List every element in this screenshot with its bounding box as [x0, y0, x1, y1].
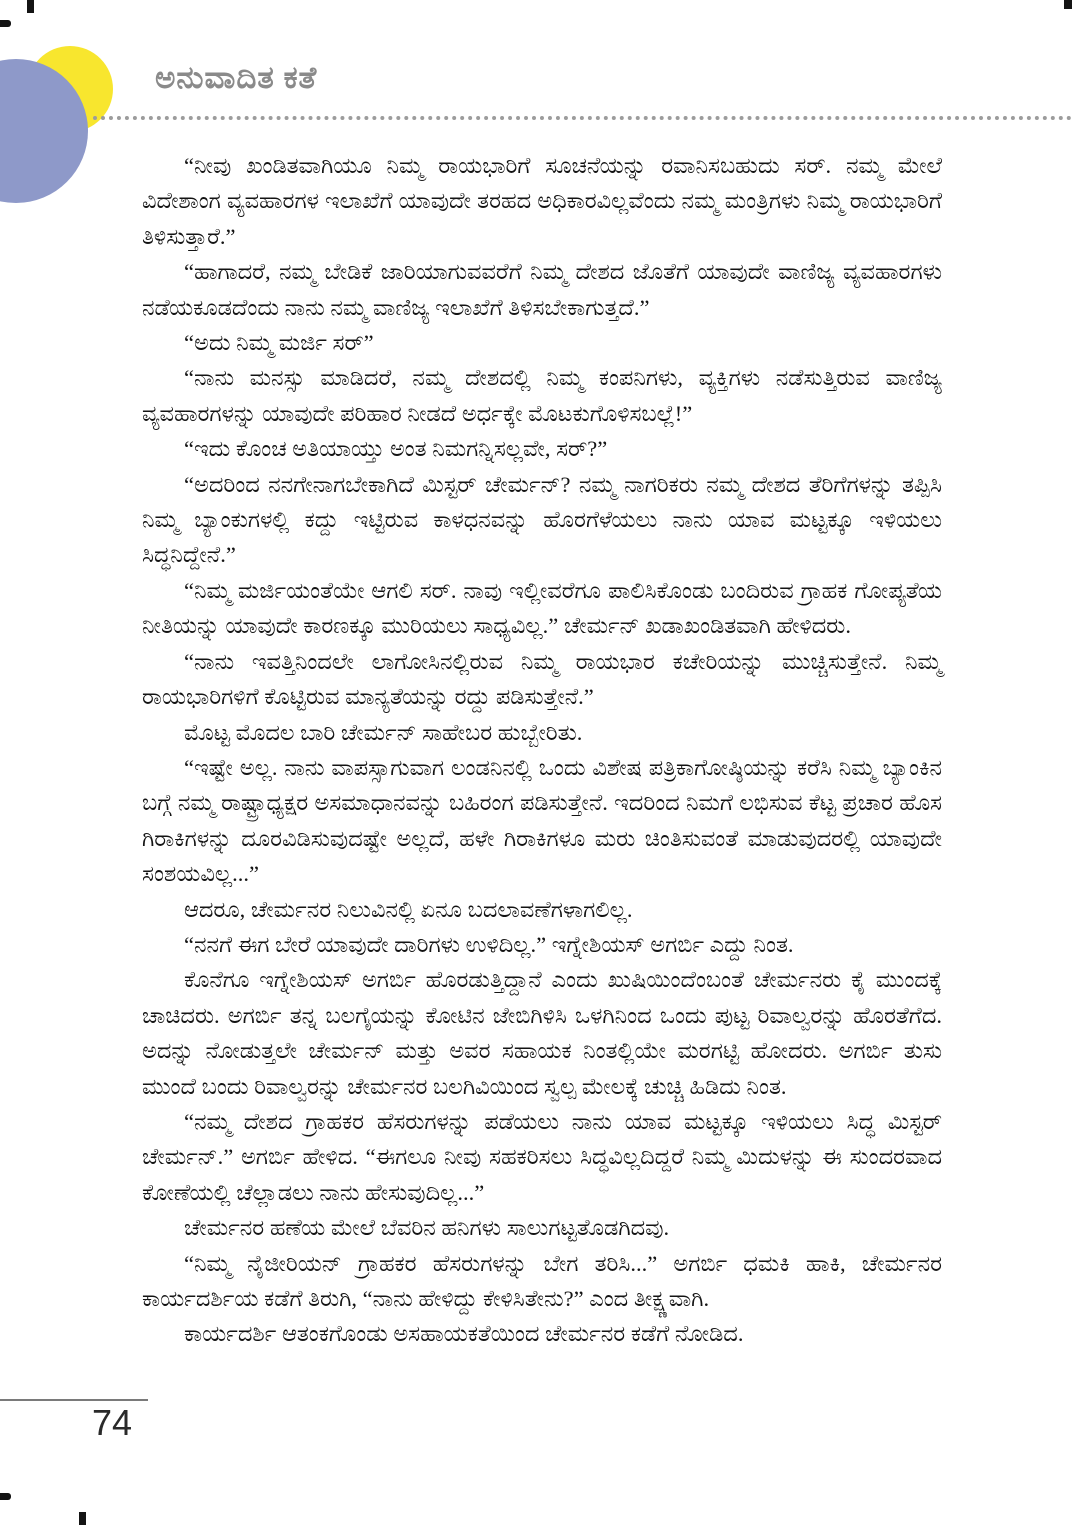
- crop-mark-top-left-dash: [0, 20, 11, 27]
- story-paragraph: “ಇಷ್ಟೇ ಅಲ್ಲ. ನಾನು ವಾಪಸ್ಸಾಗುವಾಗ ಲಂಡನಿನಲ್ಲಿ ಒಂದು ವಿಶೇಷ ಪತ್ರಿಕಾಗೋಷ್ಠಿಯನ್ನು ಕರೆಸಿ ನಿಮ್ಮ ಬ್ಯಾಂಕಿನ ಬಗ್ಗೆ ನಮ್ಮ ರಾಷ್ಟ್ರಾಧ್ಯಕ್ಷರ ಅಸಮಾಧಾನವನ್ನು ಬಹಿರಂಗ ಪಡಿಸುತ್ತೇನೆ. ಇದರಿಂದ ನಿಮಗೆ ಲಭಿಸುವ ಕೆಟ್ಟ ಪ್ರಚಾರ ಹೊಸ ಗಿರಾಕಿಗಳನ್ನು ದೂರವಿಡಿಸುವುದಷ್ಟೇ ಅಲ್ಲದೆ, ಹಳೇ ಗಿರಾಕಿಗಳೂ ಮರು ಚಿಂತಿಸುವಂತೆ ಮಾಡುವುದರಲ್ಲಿ ಯಾವುದೇ ಸಂಶಯವಿಲ್ಲ...”: [142, 754, 942, 887]
- story-paragraph: “ನಿಮ್ಮ ಮರ್ಜಿಯಂತೆಯೇ ಆಗಲಿ ಸರ್. ನಾವು ಇಲ್ಲೀವರೆಗೂ ಪಾಲಿಸಿಕೊಂಡು ಬಂದಿರುವ ಗ್ರಾಹಕ ಗೋಪ್ಯತೆಯ ನೀತಿಯನ್ನು ಯಾವುದೇ ಕಾರಣಕ್ಕೂ ಮುರಿಯಲು ಸಾಧ್ಯವಿಲ್ಲ.” ಚೇರ್ಮನ್ ಖಡಾಖಂಡಿತವಾಗಿ ಹೇಳಿದರು.: [142, 577, 942, 639]
- crop-mark-bottom-left-dash: [0, 1493, 11, 1500]
- page-number-rule: [0, 1399, 148, 1401]
- story-paragraph: ಚೇರ್ಮನರ ಹಣೆಯ ಮೇಲೆ ಬೆವರಿನ ಹನಿಗಳು ಸಾಲುಗಟ್ಟತೊಡಗಿದವು.: [184, 1215, 670, 1241]
- story-paragraph: “ಇದು ಕೊಂಚ ಅತಿಯಾಯ್ತು ಅಂತ ನಿಮಗನ್ನಿಸಲ್ಲವೇ, ಸರ್?”: [184, 436, 608, 462]
- section-title: ಅನುವಾದಿತ ಕತೆ: [155, 60, 318, 95]
- story-paragraph: “ನಮ್ಮ ದೇಶದ ಗ್ರಾಹಕರ ಹೆಸರುಗಳನ್ನು ಪಡೆಯಲು ನಾನು ಯಾವ ಮಟ್ಟಕ್ಕೂ ಇಳಿಯಲು ಸಿದ್ಧ ಮಿಸ್ಟರ್ ಚೇರ್ಮನ್.” ಅಗರ್ಬಿ ಹೇಳಿದ. “ಈಗಲೂ ನೀವು ಸಹಕರಿಸಲು ಸಿದ್ಧವಿಲ್ಲದಿದ್ದರೆ ನಿಮ್ಮ ಮಿದುಳನ್ನು ಈ ಸುಂದರವಾದ ಕೋಣೆಯಲ್ಲಿ ಚೆಲ್ಲಾಡಲು ನಾನು ಹೇಸುವುದಿಲ್ಲ...”: [142, 1108, 942, 1205]
- crop-mark-bottom-left-tick: [79, 1512, 86, 1525]
- story-paragraph: “ಹಾಗಾದರೆ, ನಮ್ಮ ಬೇಡಿಕೆ ಜಾರಿಯಾಗುವವರೆಗೆ ನಿಮ್ಮ ದೇಶದ ಜೊತೆಗೆ ಯಾವುದೇ ವಾಣಿಜ್ಯ ವ್ಯವಹಾರಗಳು ನಡೆಯಕೂಡದೆಂದು ನಾನು ನಮ್ಮ ವಾಣಿಜ್ಯ ಇಲಾಖೆಗೆ ತಿಳಿಸಬೇಕಾಗುತ್ತದೆ.”: [142, 259, 942, 320]
- story-paragraph: “ನನಗೆ ಈಗ ಬೇರೆ ಯಾವುದೇ ದಾರಿಗಳು ಉಳಿದಿಲ್ಲ.” ಇಗ್ನೇಶಿಯಸ್ ಅಗರ್ಬಿ ಎದ್ದು ನಿಂತ.: [184, 931, 794, 957]
- crop-mark-top-right-tick: [1064, 0, 1072, 9]
- page-number: 74: [92, 1402, 133, 1443]
- story-paragraph: ಕೊನೆಗೂ ಇಗ್ನೇಶಿಯಸ್ ಅಗರ್ಬಿ ಹೊರಡುತ್ತಿದ್ದಾನೆ ಎಂದು ಖುಷಿಯಿಂದೆಂಬಂತೆ ಚೇರ್ಮನರು ಕೈ ಮುಂದಕ್ಕೆ ಚಾಚಿದರು. ಅಗರ್ಬಿ ತನ್ನ ಬಲಗೈಯನ್ನು ಕೋಟಿನ ಜೇಬಿಗಿಳಿಸಿ ಒಳಗಿನಿಂದ ಒಂದು ಪುಟ್ಟ ರಿವಾಲ್ವರನ್ನು ಹೊರತೆಗೆದ. ಅದನ್ನು ನೋಡುತ್ತಲೇ ಚೇರ್ಮನ್ ಮತ್ತು ಅವರ ಸಹಾಯಕ ನಿಂತಲ್ಲಿಯೇ ಮರಗಟ್ಟಿ ಹೋದರು. ಅಗರ್ಬಿ ತುಸು ಮುಂದೆ ಬಂದು ರಿವಾಲ್ವರನ್ನು ಚೇರ್ಮನರ ಬಲಗಿವಿಯಿಂದ ಸ್ವಲ್ಪ ಮೇಲಕ್ಕೆ ಚುಚ್ಚಿ ಹಿಡಿದು ನಿಂತ.: [142, 967, 942, 1099]
- story-paragraph: “ನಾನು ಇವತ್ತಿನಿಂದಲೇ ಲಾಗೋಸಿನಲ್ಲಿರುವ ನಿಮ್ಮ ರಾಯಭಾರ ಕಚೇರಿಯನ್ನು ಮುಚ್ಚಿಸುತ್ತೇನೆ. ನಿಮ್ಮ ರಾಯಭಾರಿಗಳಿಗೆ ಕೊಟ್ಟಿರುವ ಮಾನ್ಯತೆಯನ್ನು ರದ್ದು ಪಡಿಸುತ್ತೇನೆ.”: [142, 648, 942, 710]
- story-text-block: [142, 148, 942, 1352]
- crop-mark-top-left-tick: [27, 0, 34, 13]
- dotted-divider: [93, 116, 1072, 120]
- story-paragraph: ಮೊಟ್ಟ ಮೊದಲ ಬಾರಿ ಚೇರ್ಮನ್ ಸಾಹೇಬರ ಹುಬ್ಬೇರಿತು.: [184, 719, 583, 745]
- story-paragraph: “ಅದು ನಿಮ್ಮ ಮರ್ಜಿ ಸರ್”: [184, 330, 374, 356]
- story-paragraph: ಆದರೂ, ಚೇರ್ಮನರ ನಿಲುವಿನಲ್ಲಿ ಏನೂ ಬದಲಾವಣೆಗಳಾಗಲಿಲ್ಲ.: [184, 896, 633, 922]
- story-paragraph: ಕಾರ್ಯದರ್ಶಿ ಆತಂಕಗೊಂಡು ಅಸಹಾಯಕತೆಯಿಂದ ಚೇರ್ಮನರ ಕಡೆಗೆ ನೋಡಿದ.: [184, 1321, 744, 1347]
- story-paragraph: “ನೀವು ಖಂಡಿತವಾಗಿಯೂ ನಿಮ್ಮ ರಾಯಭಾರಿಗೆ ಸೂಚನೆಯನ್ನು ರವಾನಿಸಬಹುದು ಸರ್. ನಮ್ಮ ಮೇಲೆ ವಿದೇಶಾಂಗ ವ್ಯವಹಾರಗಳ ಇಲಾಖೆಗೆ ಯಾವುದೇ ತರಹದ ಅಧಿಕಾರವಿಲ್ಲವೆಂದು ನಮ್ಮ ಮಂತ್ರಿಗಳು ನಿಮ್ಮ ರಾಯಭಾರಿಗೆ ತಿಳಿಸುತ್ತಾರೆ.”: [142, 153, 942, 249]
- story-paragraph: “ನಿಮ್ಮ ನೈಜೀರಿಯನ್ ಗ್ರಾಹಕರ ಹೆಸರುಗಳನ್ನು ಬೇಗ ತರಿಸಿ...” ಅಗರ್ಬಿ ಧಮಕಿ ಹಾಕಿ, ಚೇರ್ಮನರ ಕಾರ್ಯದರ್ಶಿಯ ಕಡೆಗೆ ತಿರುಗಿ, “ನಾನು ಹೇಳಿದ್ದು ಕೇಳಿಸಿತೇನು?” ಎಂದ ತೀಕ್ಷ್ಣವಾಗಿ.: [142, 1250, 942, 1311]
- story-paragraph: “ಅದರಿಂದ ನನಗೇನಾಗಬೇಕಾಗಿದೆ ಮಿಸ್ಟರ್ ಚೇರ್ಮನ್? ನಮ್ಮ ನಾಗರಿಕರು ನಮ್ಮ ದೇಶದ ತೆರಿಗೆಗಳನ್ನು ತಪ್ಪಿಸಿ ನಿಮ್ಮ ಬ್ಯಾಂಕುಗಳಲ್ಲಿ ಕದ್ದು ಇಟ್ಟಿರುವ ಕಾಳಧನವನ್ನು ಹೊರಗೆಳೆಯಲು ನಾನು ಯಾವ ಮಟ್ಟಕ್ಕೂ ಇಳಿಯಲು ಸಿದ್ಧನಿದ್ದೇನೆ.”: [142, 471, 942, 568]
- story-paragraph: “ನಾನು ಮನಸ್ಸು ಮಾಡಿದರೆ, ನಮ್ಮ ದೇಶದಲ್ಲಿ ನಿಮ್ಮ ಕಂಪನಿಗಳು, ವ್ಯಕ್ತಿಗಳು ನಡೆಸುತ್ತಿರುವ ವಾಣಿಜ್ಯ ವ್ಯವಹಾರಗಳನ್ನು ಯಾವುದೇ ಪರಿಹಾರ ನೀಡದೆ ಅರ್ಧಕ್ಕೇ ಮೊಟಕುಗೊಳಿಸಬಲ್ಲೆ!”: [142, 365, 942, 426]
